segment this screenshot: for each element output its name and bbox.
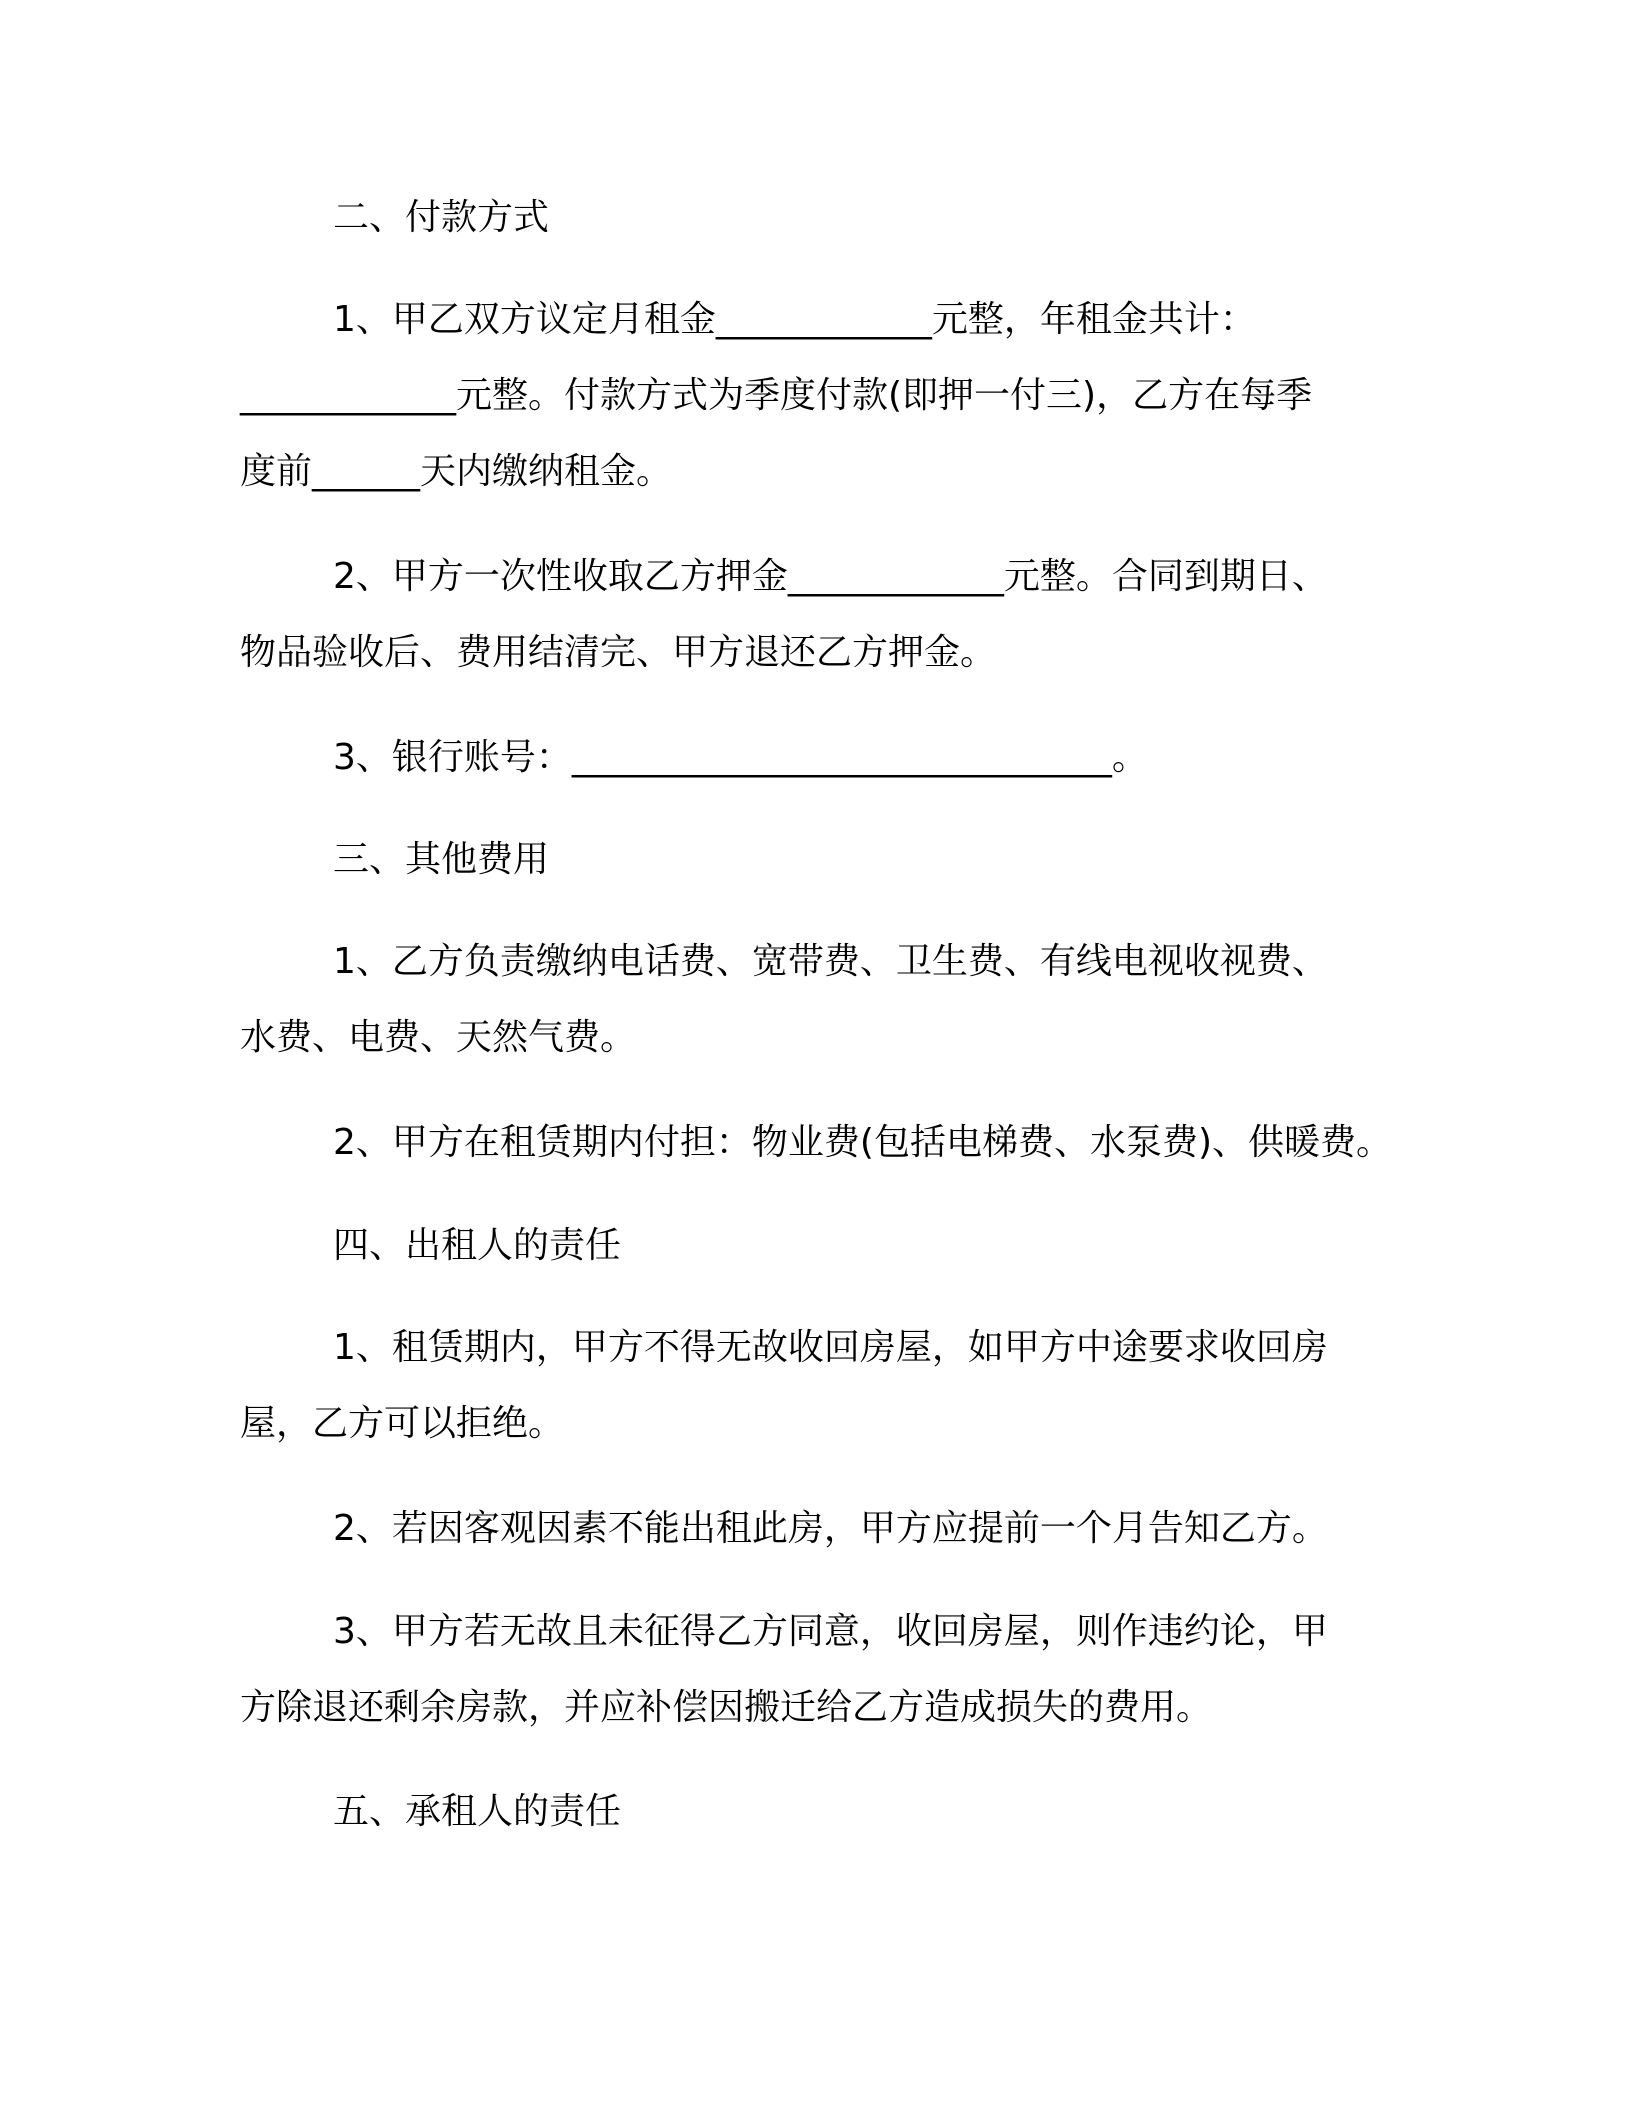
section-heading-lessor-duties: 四、出租人的责任 (333, 1225, 622, 1266)
clause-2-3-line-1: 3、银行账号：______________________________。 (333, 737, 1148, 778)
clause-4-1-line-2: 屋，乙方可以拒绝。 (240, 1403, 565, 1444)
clause-3-1-line-1: 1、乙方负责缴纳电话费、宽带费、卫生费、有线电视收视费、 (333, 941, 1328, 982)
clause-2-1-line-3: 度前______天内缴纳租金。 (240, 451, 673, 492)
clause-4-1-line-1: 1、租赁期内，甲方不得无故收回房屋，如甲方中途要求收回房 (333, 1327, 1328, 1368)
clause-2-2-line-2: 物品验收后、费用结清完、甲方退还乙方押金。 (240, 632, 997, 673)
clause-4-3-line-1: 3、甲方若无故且未征得乙方同意，收回房屋，则作违约论，甲 (333, 1611, 1328, 1652)
clause-2-1-line-1: 1、甲乙双方议定月租金____________元整，年租金共计： (333, 299, 1256, 340)
clause-4-3-line-2: 方除退还剩余房款，并应补偿因搬迁给乙方造成损失的费用。 (240, 1687, 1213, 1728)
clause-4-2-line-1: 2、若因客观因素不能出租此房，甲方应提前一个月告知乙方。 (333, 1508, 1328, 1549)
clause-3-1-line-2: 水费、电费、天然气费。 (240, 1017, 637, 1058)
clause-2-2-line-1: 2、甲方一次性收取乙方押金____________元整。合同到期日、 (333, 556, 1328, 597)
section-heading-payment: 二、付款方式 (333, 197, 550, 238)
clause-2-1-line-2: ____________元整。付款方式为季度付款(即押一付三)，乙方在每季 (240, 375, 1313, 416)
clause-3-2-line-1: 2、甲方在租赁期内付担：物业费(包括电梯费、水泵费)、供暖费。 (333, 1122, 1392, 1163)
section-heading-lessee-duties: 五、承租人的责任 (333, 1791, 622, 1832)
section-heading-other-fees: 三、其他费用 (333, 839, 550, 880)
